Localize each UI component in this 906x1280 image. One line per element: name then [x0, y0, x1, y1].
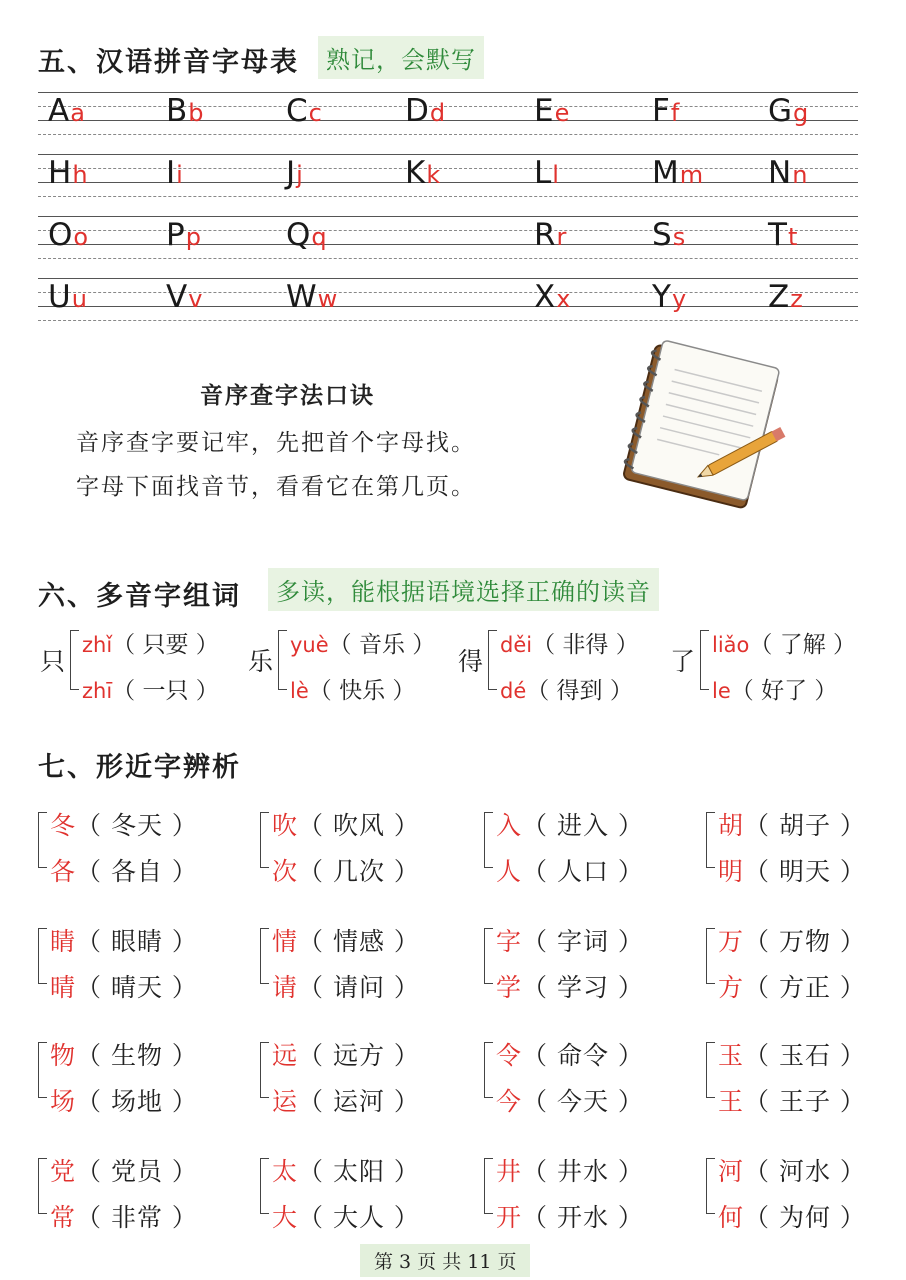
bracket [706, 812, 715, 868]
example-word: （ 明天 ） [744, 857, 866, 886]
example-word: （ 眼睛 ） [76, 927, 198, 956]
similar-pair [706, 1148, 896, 1232]
similar-pair [484, 1148, 674, 1232]
grid-line [38, 320, 858, 321]
pinyin: zhī [82, 679, 113, 703]
alphabet-letter-o [48, 217, 88, 257]
example-word: （ 胡子 ） [744, 811, 866, 840]
alphabet-letter-a [48, 93, 85, 133]
polyphone-entry [670, 620, 870, 704]
similar-pair [484, 802, 674, 886]
lowercase-letter: r [556, 223, 567, 251]
polyphone-reading [290, 672, 415, 705]
similar-item [718, 1152, 866, 1188]
bracket [706, 1158, 715, 1214]
lowercase-letter: y [671, 285, 687, 313]
similar-item [272, 1198, 420, 1234]
bracket [706, 928, 715, 984]
bracket [70, 630, 79, 690]
similar-item [496, 806, 644, 842]
example-word: （ 方正 ） [744, 973, 866, 1002]
similar-pair [260, 802, 450, 886]
highlight-char: 字 [496, 927, 523, 956]
uppercase-letter: S [652, 217, 672, 253]
highlight-char: 情 [272, 927, 299, 956]
uppercase-letter: A [48, 93, 70, 129]
bracket [38, 928, 47, 984]
grid-line [38, 182, 858, 183]
similar-item [718, 1036, 866, 1072]
polyphone-reading [82, 626, 219, 659]
highlight-char: 入 [496, 811, 523, 840]
example-word: （ 非常 ） [76, 1203, 198, 1232]
polyphone-char: 只 [40, 647, 66, 676]
bracket [484, 1042, 493, 1098]
alphabet-letter-q [286, 217, 327, 257]
pinyin: yuè [290, 633, 329, 657]
example-word: （ 远方 ） [298, 1041, 420, 1070]
example-word: （ 学习 ） [522, 973, 644, 1002]
similar-item [718, 1082, 866, 1118]
lowercase-letter: p [185, 223, 201, 251]
alphabet-letter-s [652, 217, 685, 257]
example-word: （ 命令 ） [522, 1041, 644, 1070]
highlight-char: 河 [718, 1157, 745, 1186]
similar-item [496, 1036, 644, 1072]
pinyin: le [712, 679, 731, 703]
polyphone-char: 得 [458, 647, 484, 676]
uppercase-letter: R [534, 217, 556, 253]
bracket [38, 812, 47, 868]
page-number: 第 3 页 共 11 页 [360, 1244, 530, 1277]
pinyin: liǎo [712, 633, 750, 657]
example-word: （ 晴天 ） [76, 973, 198, 1002]
lowercase-letter: e [554, 99, 570, 127]
uppercase-letter: I [166, 155, 176, 191]
similar-item [718, 806, 866, 842]
similar-pair [260, 1148, 450, 1232]
similar-item [272, 1152, 420, 1188]
lowercase-letter: x [556, 285, 571, 313]
similar-item [718, 1198, 866, 1234]
pinyin: lè [290, 679, 309, 703]
uppercase-letter: P [166, 217, 185, 253]
similar-item [496, 968, 644, 1004]
uppercase-letter: B [166, 93, 188, 129]
uppercase-letter: V [166, 279, 188, 315]
bracket [38, 1042, 47, 1098]
example-word: （ 为何 ） [744, 1203, 866, 1232]
similar-item [50, 1036, 198, 1072]
uppercase-letter: N [768, 155, 792, 191]
bracket [484, 928, 493, 984]
example-word: （ 得到 ） [526, 678, 633, 704]
similar-item [50, 806, 198, 842]
example-word: （ 几次 ） [298, 857, 420, 886]
example-word: （ 今天 ） [522, 1087, 644, 1116]
similar-item [496, 852, 644, 888]
section-5-title: 五、汉语拼音字母表 [38, 47, 299, 78]
lowercase-letter: g [793, 99, 809, 127]
similar-item [718, 922, 866, 958]
bracket [38, 1158, 47, 1214]
lowercase-letter: k [426, 161, 441, 189]
example-word: （ 吹风 ） [298, 811, 420, 840]
similar-item [272, 806, 420, 842]
highlight-char: 请 [272, 973, 299, 1002]
lowercase-letter: t [787, 223, 798, 251]
grid-line [38, 196, 858, 197]
highlight-char: 晴 [50, 973, 77, 1002]
grid-line [38, 230, 858, 231]
similar-pair [38, 1148, 228, 1232]
bracket [488, 630, 497, 690]
grid-line [38, 258, 858, 259]
example-word: （ 河水 ） [744, 1157, 866, 1186]
bracket [260, 1042, 269, 1098]
similar-item [272, 1036, 420, 1072]
example-word: （ 了解 ） [749, 632, 857, 658]
bracket [700, 630, 709, 690]
alphabet-letter-j [286, 155, 303, 195]
alphabet-letter-p [166, 217, 201, 257]
lowercase-letter: i [176, 161, 183, 189]
highlight-char: 开 [496, 1203, 523, 1232]
grid-line [38, 154, 858, 155]
uppercase-letter: G [768, 93, 793, 129]
alphabet-letter-r [534, 217, 566, 257]
highlight-char: 人 [496, 857, 523, 886]
lowercase-letter: d [429, 99, 446, 127]
similar-item [50, 968, 198, 1004]
similar-item [718, 968, 866, 1004]
section-5-hint: 熟记，会默写 [318, 36, 484, 79]
similar-item [50, 922, 198, 958]
example-word: （ 生物 ） [76, 1041, 198, 1070]
grid-line [38, 134, 858, 135]
polyphone-reading [290, 626, 435, 659]
uppercase-letter: E [534, 93, 554, 129]
bracket [260, 812, 269, 868]
lowercase-letter: z [790, 285, 803, 313]
highlight-char: 党 [50, 1157, 77, 1186]
highlight-char: 胡 [718, 811, 745, 840]
highlight-char: 冬 [50, 811, 77, 840]
polyphone-char: 乐 [248, 647, 274, 676]
uppercase-letter: H [48, 155, 72, 191]
polyphone-reading [712, 626, 856, 659]
uppercase-letter: T [768, 217, 787, 253]
example-word: （ 字词 ） [522, 927, 644, 956]
example-word: （ 人口 ） [522, 857, 644, 886]
lowercase-letter: f [670, 99, 680, 127]
alphabet-grid-row [38, 154, 858, 198]
lowercase-letter: w [317, 285, 338, 313]
example-word: （ 玉石 ） [744, 1041, 866, 1070]
example-word: （ 场地 ） [76, 1087, 198, 1116]
example-word: （ 好了 ） [730, 678, 838, 704]
poem-line-1: 音序查字要记牢，先把首个字母找。 [76, 430, 476, 456]
highlight-char: 学 [496, 973, 523, 1002]
example-word: （ 开水 ） [522, 1203, 644, 1232]
example-word: （ 请问 ） [298, 973, 420, 1002]
similar-pair [706, 918, 896, 1002]
example-word: （ 快乐 ） [308, 678, 416, 704]
highlight-char: 令 [496, 1041, 523, 1070]
highlight-char: 井 [496, 1157, 523, 1186]
section-6-hint: 多读，能根据语境选择正确的读音 [268, 568, 659, 611]
highlight-char: 睛 [50, 927, 77, 956]
alphabet-letter-n [768, 155, 807, 195]
lowercase-letter: j [296, 161, 303, 189]
polyphone-entry [40, 620, 240, 704]
example-word: （ 音乐 ） [328, 632, 436, 658]
similar-pair [484, 1032, 674, 1116]
highlight-char: 吹 [272, 811, 299, 840]
similar-pair [260, 1032, 450, 1116]
grid-line [38, 120, 858, 121]
highlight-char: 太 [272, 1157, 299, 1186]
example-word: （ 运河 ） [298, 1087, 420, 1116]
uppercase-letter: K [405, 155, 426, 191]
uppercase-letter: L [534, 155, 552, 191]
similar-item [496, 922, 644, 958]
similar-pair [706, 1032, 896, 1116]
uppercase-letter: Z [768, 279, 790, 315]
similar-item [496, 1152, 644, 1188]
example-word: （ 万物 ） [744, 927, 866, 956]
polyphone-reading [500, 672, 633, 705]
pinyin: dé [500, 679, 527, 703]
similar-item [272, 1082, 420, 1118]
highlight-char: 玉 [718, 1041, 745, 1070]
lowercase-letter: q [311, 223, 327, 251]
uppercase-letter: M [652, 155, 679, 191]
highlight-char: 今 [496, 1087, 523, 1116]
grid-line [38, 306, 858, 307]
uppercase-letter: O [48, 217, 73, 253]
alphabet-letter-m [652, 155, 703, 195]
uppercase-letter: J [286, 155, 296, 191]
alphabet-letter-b [166, 93, 204, 133]
highlight-char: 远 [272, 1041, 299, 1070]
highlight-char: 方 [718, 973, 745, 1002]
alphabet-letter-l [534, 155, 559, 195]
polyphone-reading [500, 626, 639, 659]
similar-item [50, 1152, 198, 1188]
highlight-char: 物 [50, 1041, 77, 1070]
highlight-char: 场 [50, 1087, 77, 1116]
example-word: （ 冬天 ） [76, 811, 198, 840]
highlight-char: 万 [718, 927, 745, 956]
bracket [484, 1158, 493, 1214]
notebook-icon [606, 340, 801, 510]
alphabet-letter-t [768, 217, 797, 257]
polyphone-entry [248, 620, 448, 704]
polyphone-entry [458, 620, 658, 704]
example-word: （ 太阳 ） [298, 1157, 420, 1186]
similar-pair [706, 802, 896, 886]
lowercase-letter: a [70, 99, 85, 127]
example-word: （ 进入 ） [522, 811, 644, 840]
example-word: （ 王子 ） [744, 1087, 866, 1116]
highlight-char: 常 [50, 1203, 77, 1232]
grid-line [38, 106, 858, 107]
similar-item [272, 852, 420, 888]
uppercase-letter: D [405, 93, 429, 129]
alphabet-letter-i [166, 155, 183, 195]
highlight-char: 运 [272, 1087, 299, 1116]
polyphone-reading [712, 672, 837, 705]
lowercase-letter: m [679, 161, 704, 189]
lowercase-letter: s [672, 223, 686, 251]
similar-item [272, 968, 420, 1004]
alphabet-letter-d [405, 93, 445, 133]
lowercase-letter: h [72, 161, 88, 189]
bracket [278, 630, 287, 690]
example-word: （ 非得 ） [532, 632, 639, 658]
bracket [260, 1158, 269, 1214]
example-word: （ 情感 ） [298, 927, 420, 956]
highlight-char: 各 [50, 857, 77, 886]
grid-line [38, 244, 858, 245]
grid-line [38, 92, 858, 93]
example-word: （ 党员 ） [76, 1157, 198, 1186]
similar-item [718, 852, 866, 888]
alphabet-letter-e [534, 93, 569, 133]
alphabet-letter-y [652, 279, 686, 319]
alphabet-letter-u [48, 279, 87, 319]
similar-pair [38, 918, 228, 1002]
lowercase-letter: v [188, 285, 203, 313]
polyphone-char: 了 [670, 647, 696, 676]
uppercase-letter: Y [652, 279, 671, 315]
example-word: （ 大人 ） [298, 1203, 420, 1232]
similar-pair [260, 918, 450, 1002]
similar-item [50, 852, 198, 888]
alphabet-letter-c [286, 93, 322, 133]
bracket [484, 812, 493, 868]
lowercase-letter: l [552, 161, 559, 189]
grid-line [38, 278, 858, 279]
similar-item [50, 1082, 198, 1118]
alphabet-grid-row [38, 216, 858, 260]
alphabet-grid-row [38, 92, 858, 136]
lowercase-letter: n [792, 161, 808, 189]
pinyin: zhǐ [82, 633, 113, 657]
poem-title: 音序查字法口诀 [200, 382, 375, 409]
grid-line [38, 168, 858, 169]
lowercase-letter: b [188, 99, 204, 127]
uppercase-letter: X [534, 279, 556, 315]
polyphone-reading [82, 672, 219, 705]
grid-line [38, 292, 858, 293]
similar-pair [38, 1032, 228, 1116]
lowercase-letter: o [73, 223, 89, 251]
alphabet-letter-z [768, 279, 803, 319]
grid-line [38, 216, 858, 217]
similar-pair [484, 918, 674, 1002]
similar-pair [38, 802, 228, 886]
poem-line-2: 字母下面找音节，看看它在第几页。 [76, 474, 476, 500]
pinyin: děi [500, 633, 533, 657]
similar-item [496, 1198, 644, 1234]
similar-item [496, 1082, 644, 1118]
uppercase-letter: F [652, 93, 670, 129]
alphabet-letter-f [652, 93, 679, 133]
uppercase-letter: C [286, 93, 308, 129]
highlight-char: 次 [272, 857, 299, 886]
section-6-title: 六、多音字组词 [38, 581, 241, 612]
alphabet-letter-w [286, 279, 337, 319]
bracket [706, 1042, 715, 1098]
lowercase-letter: c [308, 99, 322, 127]
example-word: （ 井水 ） [522, 1157, 644, 1186]
lowercase-letter: u [71, 285, 87, 313]
example-word: （ 只要 ） [112, 632, 219, 658]
similar-item [50, 1198, 198, 1234]
example-word: （ 一只 ） [112, 678, 219, 704]
highlight-char: 明 [718, 857, 745, 886]
alphabet-letter-h [48, 155, 88, 195]
alphabet-letter-k [405, 155, 440, 195]
highlight-char: 大 [272, 1203, 299, 1232]
uppercase-letter: Q [286, 217, 311, 253]
section-7-title: 七、形近字辨析 [38, 752, 241, 783]
bracket [260, 928, 269, 984]
alphabet-letter-g [768, 93, 808, 133]
highlight-char: 何 [718, 1203, 745, 1232]
similar-item [272, 922, 420, 958]
example-word: （ 各自 ） [76, 857, 198, 886]
alphabet-letter-x [534, 279, 570, 319]
uppercase-letter: W [286, 279, 317, 315]
alphabet-grid-row [38, 278, 858, 322]
highlight-char: 王 [718, 1087, 745, 1116]
uppercase-letter: U [48, 279, 71, 315]
alphabet-letter-v [166, 279, 202, 319]
